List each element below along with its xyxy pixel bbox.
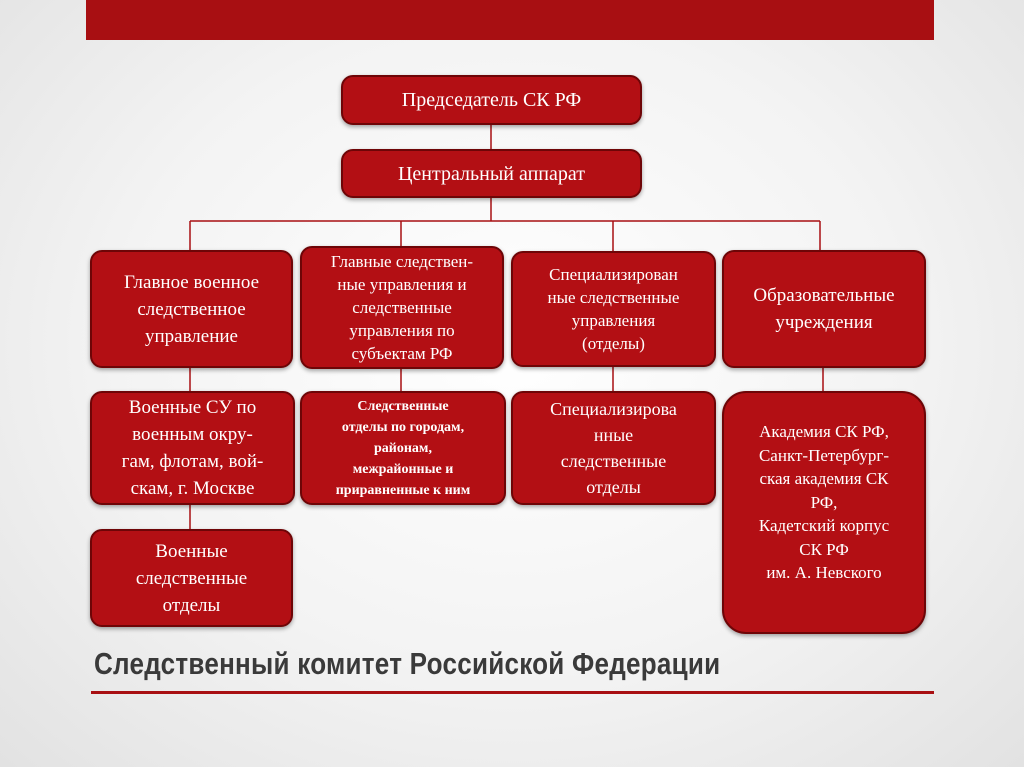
chairman-box[interactable]: Председатель СК РФ [341,75,642,125]
footer-divider [91,691,934,694]
footer-title: Следственный комитет Российской Федерации [94,646,721,681]
central-apparatus-box[interactable]: Центральный аппарат [341,149,642,198]
main-military-investigative-directorate-box[interactable]: Главное военное следственное управление [90,250,293,368]
academies-box[interactable]: Академия СК РФ, Санкт-Петербург- ская академия СК РФ, Кадетский корпус СК РФ им. А. Невского [722,391,926,634]
specialized-investigative-directorates-box[interactable]: Специализирован ные следственные управления (отделы) [511,251,716,367]
city-district-investigative-departments-box[interactable]: Следственные отделы по городам, районам, межрайонные и приравненные к ним [300,391,506,505]
military-investigative-departments-box[interactable]: Военные следственные отделы [90,529,293,627]
specialized-investigative-departments-box[interactable]: Специализирова нные следственные отделы [511,391,716,505]
educational-institutions-box[interactable]: Образовательные учреждения [722,250,926,368]
military-investigative-units-by-districts-box[interactable]: Военные СУ по военным окру- гам, флотам, вой- скам, г. Москве [90,391,295,505]
main-investigative-directorates-box[interactable]: Главные следствен- ные управления и следственные управления по субъектам РФ [300,246,504,369]
